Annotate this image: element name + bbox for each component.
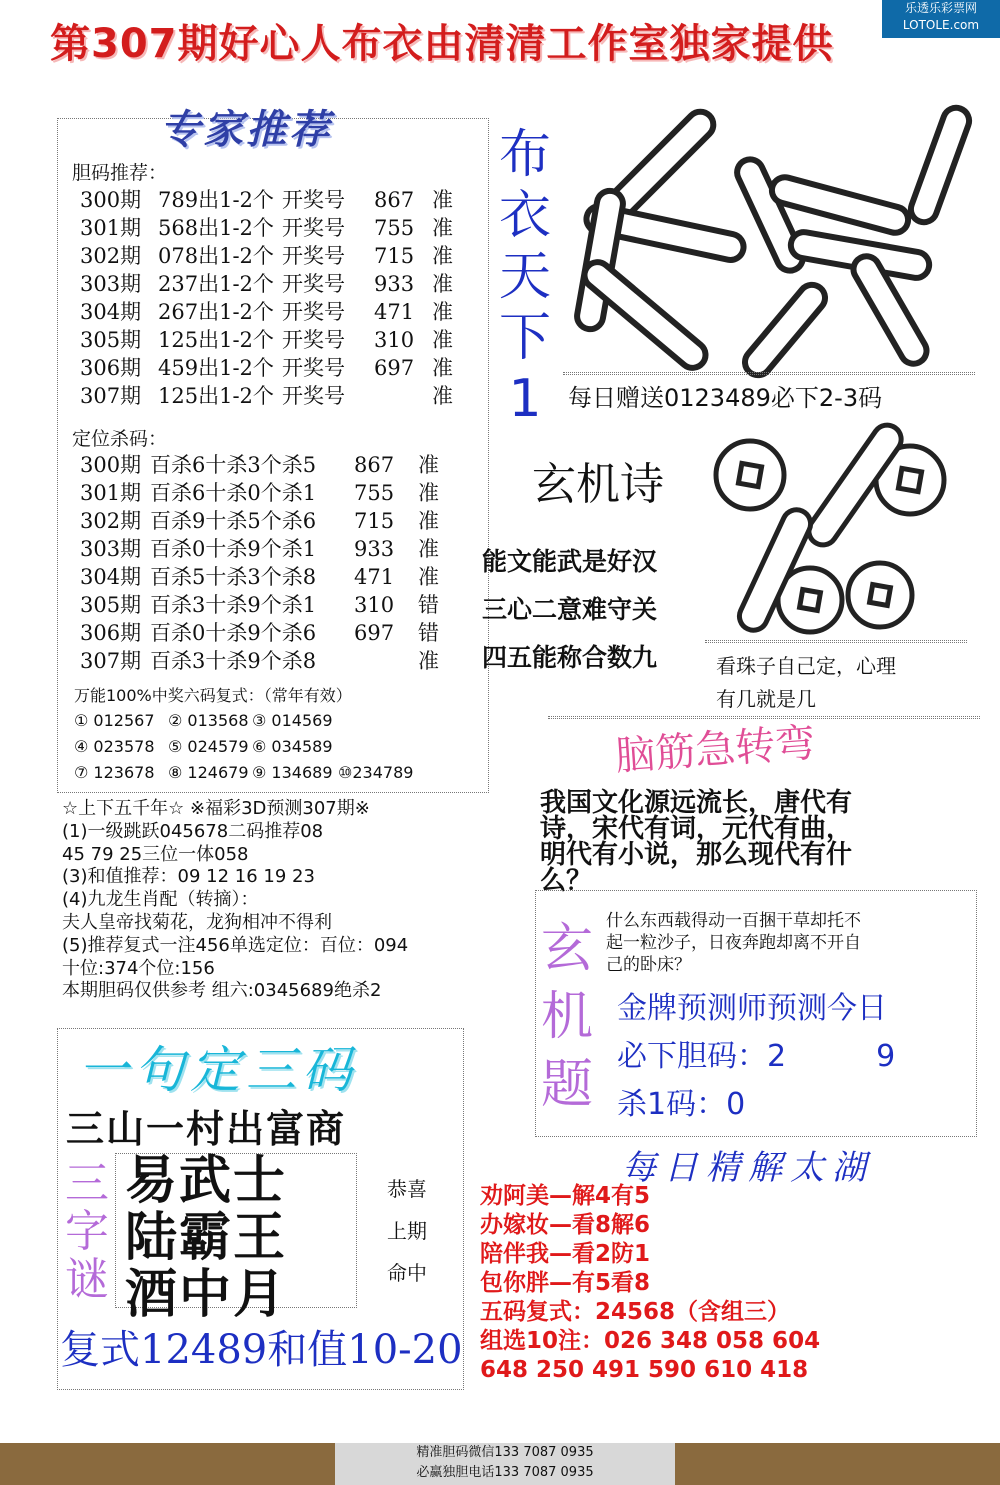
taihu-lines — [480, 1182, 960, 1385]
poem-line: 四五能称合数九 — [482, 643, 658, 672]
kill-row — [80, 647, 480, 675]
status: 准 — [418, 649, 439, 673]
result — [374, 382, 432, 410]
question-line: 诗，宋代有词，元代有曲， — [540, 814, 853, 844]
pick: 百杀6十杀3个杀5 — [150, 453, 317, 477]
kill-row — [80, 451, 480, 479]
result: 715 — [374, 244, 415, 268]
divider — [705, 640, 967, 643]
draw-label: 开奖号 — [282, 300, 345, 324]
sanzimi-words — [125, 1152, 287, 1323]
pick: 百杀0十杀9个杀1 — [150, 537, 317, 561]
period: 302期 — [80, 509, 142, 533]
coin-hole — [738, 463, 761, 486]
pick: 百杀6十杀0个杀1 — [150, 481, 317, 505]
prediction-block — [62, 798, 482, 1003]
six-code: ② 013568 — [168, 711, 249, 730]
pick: 789出1-2个 — [158, 188, 274, 212]
pick: 459出1-2个 — [158, 356, 274, 380]
period: 304期 — [80, 565, 142, 589]
period: 304期 — [80, 300, 142, 324]
daily-gift: 每日赠送0123489必下2-3码 — [568, 384, 883, 412]
prediction-line: ☆上下五千年☆ ※福彩3D预测307期※ — [62, 798, 370, 819]
buyi-char: 天 — [498, 247, 551, 307]
status: 错 — [418, 593, 439, 617]
gold-kill: 杀1码：0 — [617, 1087, 746, 1122]
gold-dan-a: 2 — [767, 1039, 787, 1074]
prediction-line: (1)一级跳跃045678二码推荐08 — [62, 820, 324, 842]
sticks-drawing — [560, 90, 990, 380]
page-title: 第307期好心人布衣由清清工作室独家提供 — [50, 21, 834, 67]
period: 306期 — [80, 621, 142, 645]
six-code: ⑦ 123678 — [74, 763, 155, 782]
question-line: 我国文化源远流长，唐代有 — [540, 788, 853, 818]
period: 305期 — [80, 593, 142, 617]
riddle-line: 什么东西载得动一百捆干草却托不 — [606, 911, 861, 931]
riddle-word: 陆霸王 — [125, 1207, 288, 1268]
pick: 百杀3十杀9个杀8 — [150, 649, 317, 673]
period: 303期 — [80, 537, 142, 561]
congrats-line: 恭喜 — [387, 1177, 427, 1201]
fushi-summary: 复式12489和值10-20 — [60, 1327, 463, 1373]
xuanji-vertical-title — [537, 915, 597, 1119]
status: 准 — [418, 565, 439, 589]
result: 697 — [354, 621, 395, 645]
period: 307期 — [80, 384, 142, 408]
taihu-line: 陪伴我—看2防1 — [480, 1241, 651, 1267]
gold-dan-b: 9 — [876, 1039, 896, 1074]
coin-hole — [870, 585, 891, 606]
period: 305期 — [80, 328, 142, 352]
buyi-vertical-title — [490, 125, 560, 430]
status: 准 — [432, 272, 453, 296]
divider — [563, 372, 975, 375]
poem-line: 三心二意难守关 — [482, 595, 658, 624]
taihu-line: 包你胖—有5看8 — [480, 1270, 651, 1296]
sanzimi-char: 字 — [65, 1206, 109, 1257]
congrats-note — [372, 1168, 442, 1294]
riddle-word: 酒中月 — [125, 1264, 288, 1325]
gold-dan-label: 必下胆码： — [617, 1039, 767, 1074]
kill-table — [80, 451, 480, 675]
taihu-line: 办嫁妆—看8解6 — [480, 1212, 651, 1238]
taihu-line: 648 250 491 590 610 418 — [480, 1357, 809, 1383]
prediction-line: 本期胆码仅供参考 组六:0345689绝杀2 — [62, 980, 382, 1002]
status: 错 — [418, 621, 439, 645]
riddle-word: 易武士 — [125, 1150, 288, 1211]
status: 准 — [432, 244, 453, 268]
period: 300期 — [80, 453, 142, 477]
expert-title: 专家推荐 — [160, 107, 332, 153]
six-code: ⑧ 124679 — [168, 763, 249, 782]
dan-row — [80, 214, 480, 242]
xuanji-char: 玄 — [540, 919, 593, 979]
dan-row — [80, 382, 480, 410]
footer-contact — [335, 1443, 675, 1485]
buyi-char: 下 — [498, 308, 551, 368]
draw-label: 开奖号 — [282, 384, 345, 408]
result: 755 — [374, 216, 415, 240]
watermark-domain: LOTOLE.com — [902, 18, 980, 32]
hint-line: 有几就是几 — [716, 687, 816, 711]
result: 471 — [374, 300, 415, 324]
status: 准 — [432, 384, 453, 408]
draw-label: 开奖号 — [282, 356, 345, 380]
buyi-char: 布 — [498, 125, 551, 185]
poem-lines — [482, 538, 657, 682]
footer-phone: 必赢独胆电话133 7087 0935 — [416, 1465, 594, 1480]
prediction-line: (3)和值推荐：09 12 16 19 23 — [62, 866, 315, 888]
result: 867 — [354, 453, 395, 477]
dan-row — [80, 326, 480, 354]
result: 310 — [354, 593, 395, 617]
six-code: ⑩234789 — [338, 763, 414, 782]
xuanji-char: 题 — [540, 1055, 593, 1115]
draw-label: 开奖号 — [282, 216, 345, 240]
sanzimi-char: 谜 — [65, 1254, 109, 1305]
period: 303期 — [80, 272, 142, 296]
yiju-phrase: 三山一村出富商 — [66, 1107, 347, 1151]
status: 准 — [418, 509, 439, 533]
period: 306期 — [80, 356, 142, 380]
six-code-row — [74, 760, 484, 786]
gold-title: 金牌预测师预测今日 — [617, 991, 887, 1026]
kill-row — [80, 563, 480, 591]
kill-row — [80, 535, 480, 563]
question-line: 明代有小说，那么现代有什 — [540, 840, 853, 870]
pick: 237出1-2个 — [158, 272, 274, 296]
coin-hole — [800, 590, 821, 611]
result: 471 — [354, 565, 395, 589]
kill-row — [80, 507, 480, 535]
draw-label: 开奖号 — [282, 188, 345, 212]
pick: 078出1-2个 — [158, 244, 274, 268]
taihu-line: 劝阿美—解4有5 — [480, 1183, 651, 1209]
result: 933 — [354, 537, 395, 561]
pick: 267出1-2个 — [158, 300, 274, 324]
six-code-row — [74, 734, 484, 760]
dan-row — [80, 186, 480, 214]
status: 准 — [418, 537, 439, 561]
coin-hole — [898, 468, 921, 491]
dan-table — [80, 186, 480, 410]
taihu-line: 五码复式：24568（含组三） — [480, 1299, 791, 1325]
prediction-line: 十位:374个位:156 — [62, 957, 215, 979]
sanzimi-vertical-title — [62, 1160, 112, 1304]
congrats-line: 上期 — [387, 1219, 427, 1243]
status: 准 — [418, 481, 439, 505]
dan-row — [80, 270, 480, 298]
draw-label: 开奖号 — [282, 328, 345, 352]
gold-dan-row — [617, 1033, 967, 1081]
prediction-line: 45 79 25三位一体058 — [62, 843, 249, 865]
result: 310 — [374, 328, 415, 352]
pick: 百杀3十杀9个杀1 — [150, 593, 317, 617]
six-code: ⑨ 134689 — [252, 763, 333, 782]
xuanji-char: 机 — [540, 987, 593, 1047]
taihu-title: 每日精解太湖 — [622, 1148, 874, 1188]
result: 867 — [374, 188, 415, 212]
pick: 百杀0十杀9个杀6 — [150, 621, 317, 645]
sanzimi-char: 三 — [65, 1158, 109, 1209]
riddle-line: 起一粒沙子，日夜奔跑却离不开自 — [606, 933, 861, 953]
period: 301期 — [80, 216, 142, 240]
pick: 125出1-2个 — [158, 328, 274, 352]
poem-line: 能文能武是好汉 — [482, 547, 658, 576]
pick: 125出1-2个 — [158, 384, 274, 408]
dan-row — [80, 242, 480, 270]
six-code-row — [74, 708, 484, 734]
six-code-grid — [74, 708, 484, 786]
dan-label: 胆码推荐： — [72, 162, 168, 184]
result: 933 — [374, 272, 415, 296]
result: 755 — [354, 481, 395, 505]
status: 准 — [432, 328, 453, 352]
stick — [740, 280, 831, 380]
dan-row — [80, 354, 480, 382]
kill-label: 定位杀码： — [72, 428, 168, 450]
footer-bar — [0, 1443, 1000, 1485]
six-code: ③ 014569 — [252, 711, 333, 730]
period: 301期 — [80, 481, 142, 505]
six-code: ⑥ 034589 — [252, 737, 333, 756]
status: 准 — [432, 216, 453, 240]
gold-predictor — [617, 985, 967, 1129]
brain-teaser-title: 脑筋急转弯 — [613, 720, 817, 780]
pick: 百杀9十杀5个杀6 — [150, 509, 317, 533]
brain-teaser-question — [540, 790, 960, 894]
six-code-title: 万能100%中奖六码复式：（常年有效） — [74, 686, 352, 705]
footer-wechat: 精准胆码微信133 7087 0935 — [416, 1445, 594, 1460]
xuanji-riddle — [606, 910, 976, 976]
six-code: ④ 023578 — [74, 737, 155, 756]
kill-row — [80, 479, 480, 507]
six-code: ① 012567 — [74, 711, 155, 730]
draw-label: 开奖号 — [282, 244, 345, 268]
period: 300期 — [80, 188, 142, 212]
result — [354, 647, 418, 675]
status: 准 — [432, 356, 453, 380]
status: 准 — [432, 300, 453, 324]
riddle-line: 己的卧床？ — [606, 955, 691, 975]
pick: 百杀5十杀3个杀8 — [150, 565, 317, 589]
poem-hint — [716, 650, 896, 716]
dan-row — [80, 298, 480, 326]
poem-title: 玄机诗 — [532, 459, 664, 510]
kill-row — [80, 619, 480, 647]
coins-illustration — [705, 415, 965, 645]
buyi-char: 衣 — [498, 186, 551, 246]
prediction-line: (4)九龙生肖配（转摘）： — [62, 889, 259, 911]
pick: 568出1-2个 — [158, 216, 274, 240]
buyi-char: 1 — [508, 369, 542, 429]
stick — [907, 104, 972, 226]
prediction-line: (5)推荐复式一注456单选定位：百位：094 — [62, 934, 409, 956]
period: 302期 — [80, 244, 142, 268]
taihu-line: 组选10注：026 348 058 604 — [480, 1328, 821, 1354]
result: 697 — [374, 356, 415, 380]
draw-label: 开奖号 — [282, 272, 345, 296]
congrats-line: 命中 — [387, 1261, 427, 1285]
result: 715 — [354, 509, 395, 533]
watermark-name: 乐透乐彩票网 — [904, 1, 977, 15]
period: 307期 — [80, 649, 142, 673]
kill-row — [80, 591, 480, 619]
question-line: 么？ — [540, 866, 593, 896]
hint-line: 看珠子自己定，心理 — [716, 654, 896, 678]
six-code: ⑤ 024579 — [168, 737, 249, 756]
status: 准 — [432, 188, 453, 212]
site-watermark[interactable] — [882, 0, 1000, 38]
status: 准 — [418, 453, 439, 477]
yiju-title: 一句定三码 — [78, 1041, 358, 1099]
prediction-line: 夫人皇帝找菊花，龙狗相冲不得利 — [62, 911, 332, 933]
